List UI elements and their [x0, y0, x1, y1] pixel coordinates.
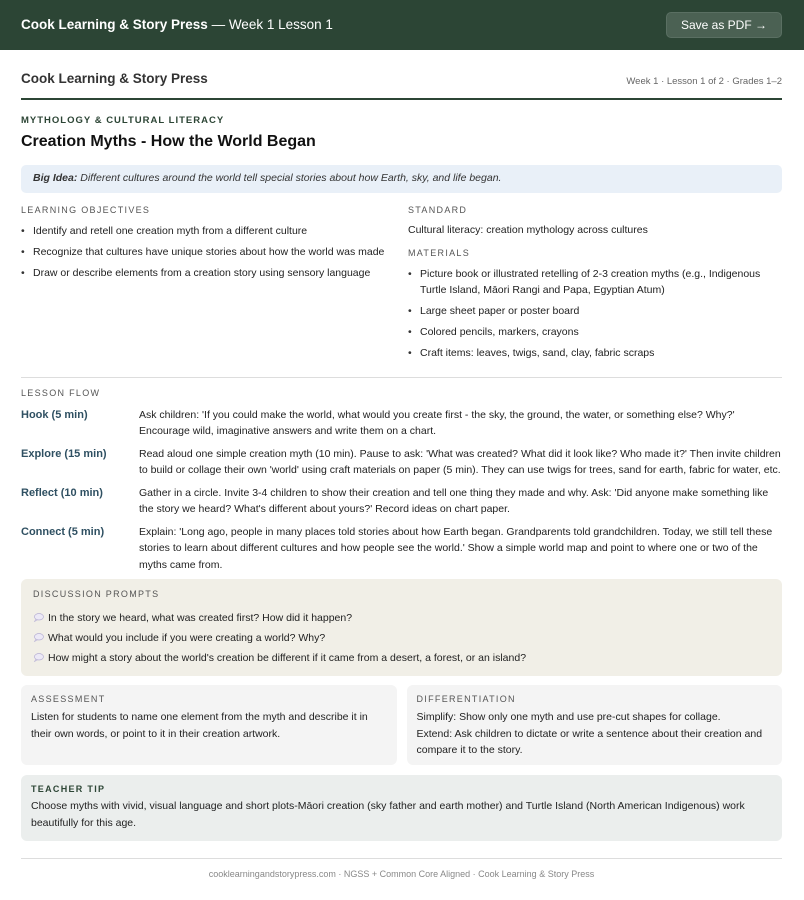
lesson-meta: Week 1 · Lesson 1 of 2 · Grades 1–2: [626, 76, 782, 87]
page-footer: cooklearningandstorypress.com · NGSS + Common Core Aligned · Cook Learning & Story Press: [21, 858, 782, 882]
subject-label: MYTHOLOGY & CULTURAL LITERACY: [21, 115, 225, 127]
topbar-subtitle: — Week 1 Lesson 1: [207, 16, 333, 32]
flow-step-label: Reflect (10 min): [21, 486, 103, 499]
differentiation-simplify: Simplify: Show only one myth and use pre-cut shapes for collage.: [416, 711, 721, 724]
page-header: [21, 50, 782, 100]
differentiation-box: [407, 685, 783, 765]
differentiation-extend: Extend: Ask children to dictate or write a sentence about their creation and compare it to the story.: [416, 727, 763, 757]
header-brand: Cook Learning & Story Press: [21, 71, 208, 86]
assessment-text: Listen for students to name one element from the myth and describe it in their own words, or point to it in their creation artwork.: [31, 711, 368, 740]
material-item: • Large sheet paper or poster board: [408, 303, 782, 319]
lesson-flow-section: [21, 387, 782, 573]
assessment-box: [21, 685, 397, 765]
flow-step-explore: [21, 446, 782, 479]
flow-step-label: Connect (5 min): [21, 525, 105, 538]
lesson-page: [0, 50, 804, 882]
objective-item: • Recognize that cultures have unique stories about how the world was made: [21, 244, 408, 260]
flow-step-label: Explore (15 min): [21, 447, 107, 460]
standard-text: Cultural literacy: creation mythology across cultures: [408, 224, 648, 236]
discussion-prompt: [33, 628, 770, 648]
flow-step-text: Ask children: 'If you could make the world, what would you create first - the sky, the ground, the water, or something else? Why?' Encourage wild, imaginative answers and write them on a chart.: [139, 408, 735, 438]
material-item: • Craft items: leaves, twigs, sand, clay, fabric scraps: [408, 345, 782, 361]
materials-list: [408, 266, 782, 361]
flow-step-label: Hook (5 min): [21, 408, 88, 421]
big-idea-label: Big Idea:: [33, 171, 78, 184]
lesson-title: Creation Myths - How the World Began: [21, 132, 316, 150]
big-idea-banner: [21, 165, 782, 193]
objective-item: • Identify and retell one creation myth from a different culture: [21, 223, 408, 239]
discussion-prompt: [33, 608, 770, 628]
flow-step-reflect: [21, 485, 782, 518]
discussion-prompt: [33, 648, 770, 668]
flow-step-hook: [21, 407, 782, 440]
flow-step-connect: [21, 524, 782, 574]
teacher-tip-text: Choose myths with vivid, visual language and short plots-Māori creation (sky father and earth mother) and Turtle Island (North American Indigenous) work beautifully for this age.: [31, 800, 745, 830]
discussion-list: [33, 608, 770, 668]
objectives-list: [21, 223, 408, 281]
teacher-tip-label: TEACHER TIP: [31, 783, 106, 794]
objectives-column: [21, 204, 408, 367]
speech-bubble-icon: [33, 613, 44, 622]
speech-bubble-icon: [33, 633, 44, 642]
teacher-tip-box: [21, 775, 782, 842]
objectives-materials-section: [21, 204, 782, 379]
flow-step-text: Read aloud one simple creation myth (10 min). Pause to ask: 'What was created? What did it look like? Who made it?' Then invite children to build or collage their own 'world' using craft materials on paper (5 min). They can use twigs for trees, sand for earth, fabric for water, etc.: [139, 447, 781, 477]
standard-label: STANDARD: [408, 204, 468, 215]
speech-bubble-icon: [33, 653, 44, 662]
standard-materials-column: [408, 204, 782, 367]
save-as-pdf-button[interactable]: Save as PDF →: [666, 12, 782, 38]
objective-item: • Draw or describe elements from a creation story using sensory language: [21, 265, 408, 281]
discussion-prompt-text: How might a story about the world's creation be different if it came from a desert, a forest, or an island?: [48, 651, 527, 664]
topbar-brand: Cook Learning & Story Press: [21, 16, 208, 32]
flow-step-text: Gather in a circle. Invite 3-4 children to show their creation and tell one thing they made and why. Ask: 'Did anyone make something like the story we heard? What's different about yours?' Record ideas on chart paper.: [139, 486, 769, 516]
topbar-title: [21, 15, 333, 35]
top-bar: [0, 0, 804, 50]
flow-step-text: Explain: 'Long ago, people in many places told stories about how Earth began. Grandparents told grandchildren. Today, we still tell these stories to learn about different cultures and how people see the world.' Show a simple world map and point to where one or two of the myths came from.: [139, 525, 773, 571]
big-idea-text: Different cultures around the world tell special stories about how Earth, sky, and life began.: [77, 171, 502, 184]
assessment-differentiation-row: [21, 685, 782, 765]
discussion-prompt-text: In the story we heard, what was created first? How did it happen?: [48, 611, 353, 624]
discussion-prompt-text: What would you include if you were creating a world? Why?: [48, 631, 326, 644]
material-item: • Picture book or illustrated retelling of 2-3 creation myths (e.g., Indigenous Turtle Island, Māori Rangi and Papa, Egyptian Atum): [408, 266, 782, 298]
lesson-flow-label: LESSON FLOW: [21, 388, 101, 399]
materials-label: MATERIALS: [408, 247, 471, 258]
material-item: • Colored pencils, markers, crayons: [408, 324, 782, 340]
discussion-label: DISCUSSION PROMPTS: [33, 589, 160, 600]
objectives-label: LEARNING OBJECTIVES: [21, 204, 151, 215]
differentiation-label: DIFFERENTIATION: [416, 693, 516, 704]
discussion-prompts-box: [21, 579, 782, 676]
assessment-label: ASSESSMENT: [31, 693, 106, 704]
